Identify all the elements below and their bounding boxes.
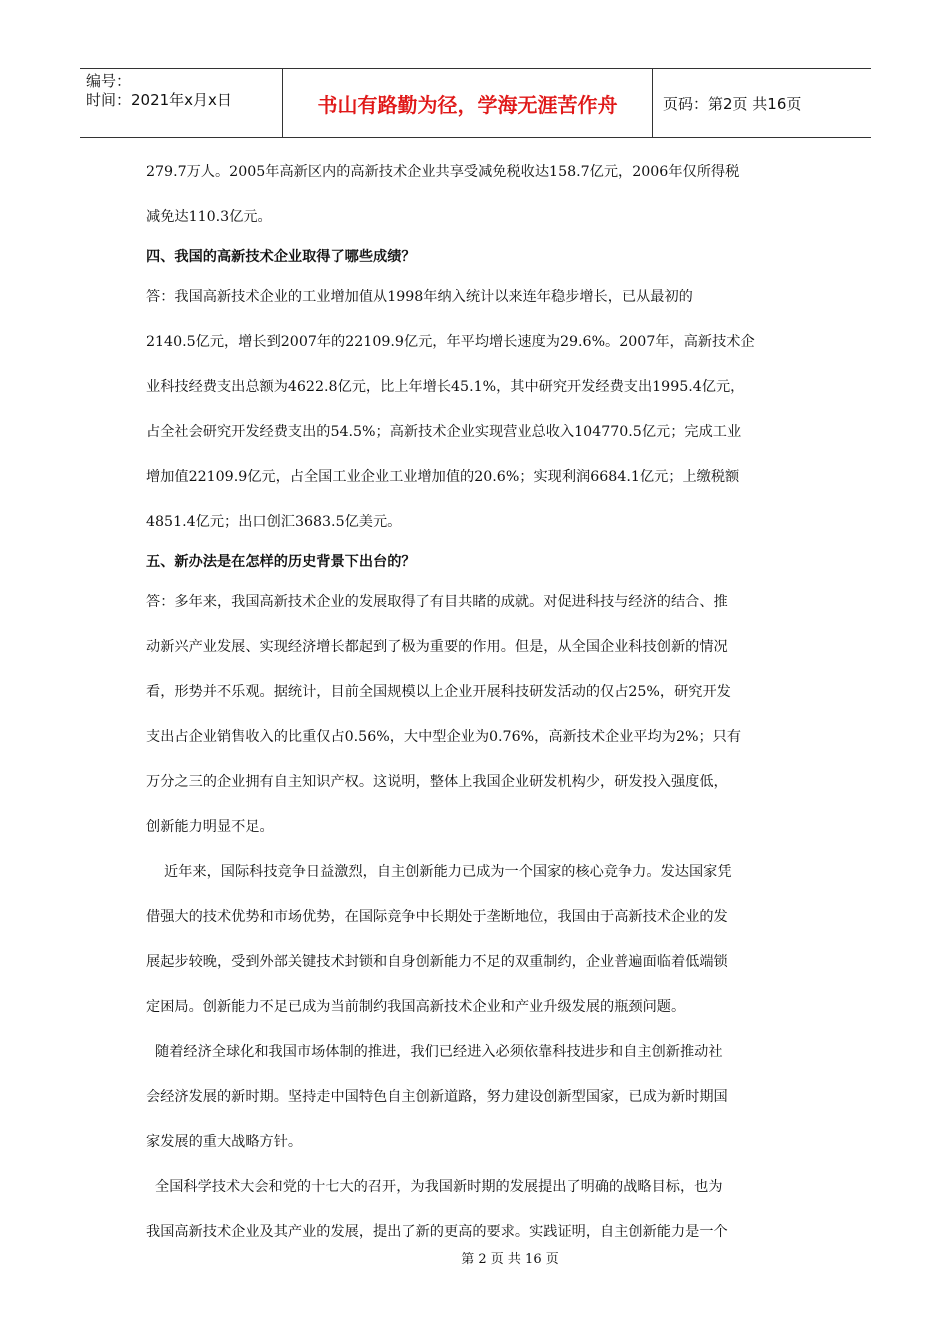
text-line: 答：多年来，我国高新技术企业的发展取得了有目共睹的成就。对促进科技与经济的结合、推 <box>146 594 728 610</box>
date-label: 时间：2021年x月x日 <box>86 91 232 109</box>
header-meta <box>80 69 282 137</box>
page-footer: 第 2 页 共 16 页 <box>461 1252 559 1267</box>
text-line: 会经济发展的新时期。坚持走中国特色自主创新道路，努力建设创新型国家，已成为新时期国 <box>146 1089 728 1105</box>
text-line: 我国高新技术企业及其产业的发展，提出了新的更高的要求。实践证明，自主创新能力是一个 <box>146 1224 728 1240</box>
text-line: 答：我国高新技术企业的工业增加值从1998年纳入统计以来连年稳步增长，已从最初的 <box>146 289 693 305</box>
text-line: 279.7万人。2005年高新区内的高新技术企业共享受减免税收达158.7亿元，2006年仅所得税 <box>146 164 740 180</box>
text-line: 4851.4亿元；出口创汇3683.5亿美元。 <box>146 514 402 530</box>
code-label: 编号： <box>86 72 132 90</box>
text-line: 万分之三的企业拥有自主知识产权。这说明，整体上我国企业研发机构少，研发投入强度低， <box>146 774 728 790</box>
text-line: 动新兴产业发展、实现经济增长都起到了极为重要的作用。但是，从全国企业科技创新的情况 <box>146 639 728 655</box>
text-line: 2140.5亿元，增长到2007年的22109.9亿元，年平均增长速度为29.6%。2007年，高新技术企 <box>146 334 755 350</box>
page-header <box>80 68 871 138</box>
text-line: 减免达110.3亿元。 <box>146 209 272 225</box>
section-heading: 五、新办法是在怎样的历史背景下出台的？ <box>146 554 416 570</box>
motto: 书山有路勤为径，学海无涯苦作舟 <box>317 92 618 117</box>
document-body <box>146 152 806 1257</box>
text-line: 全国科学技术大会和党的十七大的召开，为我国新时期的发展提出了明确的战略目标，也为 <box>146 1179 723 1195</box>
text-line: 借强大的技术优势和市场优势，在国际竞争中长期处于垄断地位，我国由于高新技术企业的发 <box>146 909 728 925</box>
text-line: 定困局。创新能力不足已成为当前制约我国高新技术企业和产业升级发展的瓶颈问题。 <box>146 999 686 1015</box>
text-line: 支出占企业销售收入的比重仅占0.56%，大中型企业为0.76%，高新技术企业平均为2%；只有 <box>146 729 742 745</box>
text-line: 看，形势并不乐观。据统计，目前全国规模以上企业开展科技研发活动的仅占25%，研究开发 <box>146 684 731 700</box>
text-line: 业科技经费支出总额为4622.8亿元，比上年增长45.1%，其中研究开发经费支出1995.4亿元， <box>146 379 745 395</box>
header-page-cell <box>653 69 871 137</box>
text-line: 近年来，国际科技竞争日益激烈，自主创新能力已成为一个国家的核心竞争力。发达国家凭 <box>146 864 732 880</box>
page-label: 页码：第2页 共16页 <box>663 94 802 113</box>
text-line: 家发展的重大战略方针。 <box>146 1134 303 1150</box>
section-heading: 四、我国的高新技术企业取得了哪些成绩？ <box>146 249 416 265</box>
text-line: 增加值22109.9亿元，占全国工业企业工业增加值的20.6%；实现利润6684.1亿元；上缴税额 <box>146 469 740 485</box>
text-line: 创新能力明显不足。 <box>146 819 274 835</box>
header-motto-cell <box>282 69 653 137</box>
text-line: 展起步较晚，受到外部关键技术封锁和自身创新能力不足的双重制约，企业普遍面临着低端锁 <box>146 954 728 970</box>
text-line: 占全社会研究开发经费支出的54.5%；高新技术企业实现营业总收入104770.5亿元；完成工业 <box>146 424 742 440</box>
text-line: 随着经济全球化和我国市场体制的推进，我们已经进入必须依靠科技进步和自主创新推动社 <box>146 1044 723 1060</box>
